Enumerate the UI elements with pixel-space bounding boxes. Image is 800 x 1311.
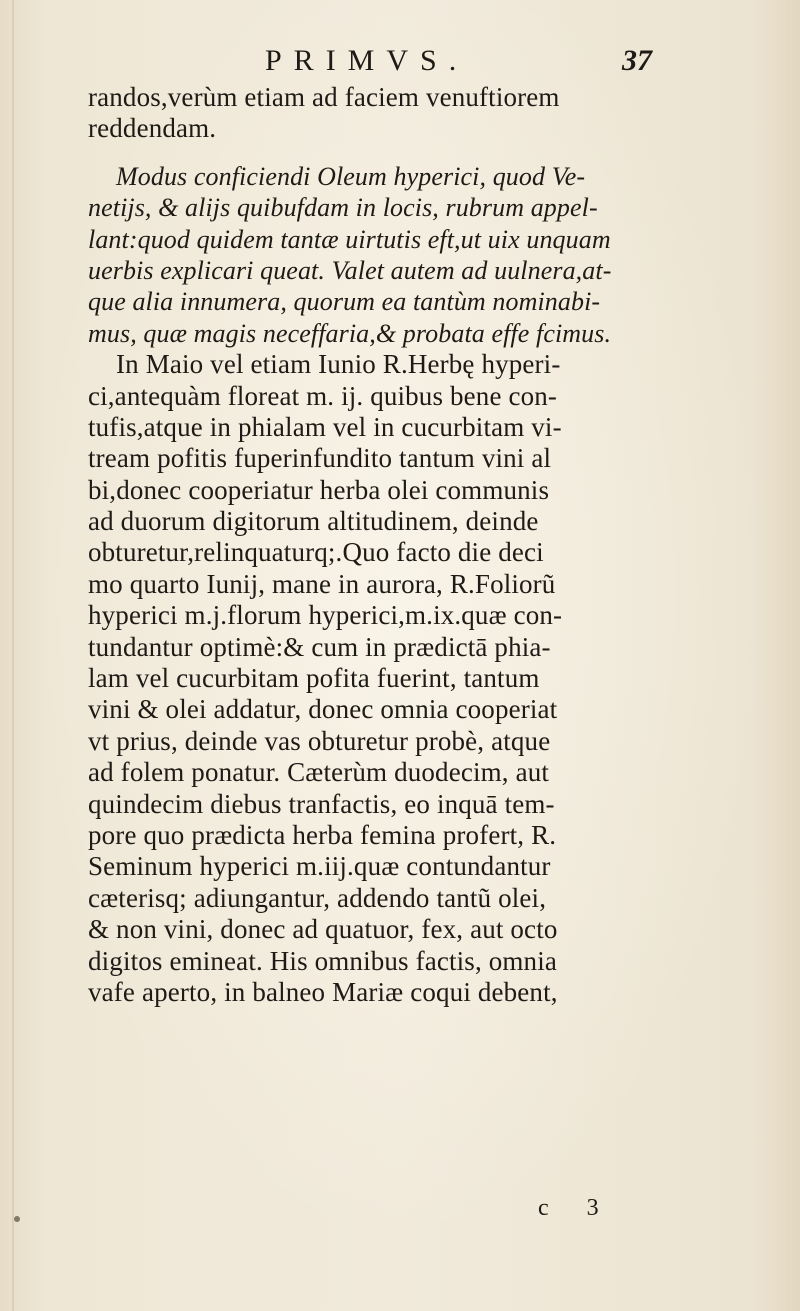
- text-line: quindecim diebus tranfactis, eo inquā tem-: [88, 788, 555, 819]
- text-line: digitos emineat. His omnibus factis, omnia: [88, 945, 557, 976]
- section-heading-line: Modus conficiendi Oleum hyperici, quod Ve-: [116, 161, 586, 191]
- running-head: PRIMVS.: [265, 44, 469, 77]
- text-block: [88, 82, 688, 1008]
- text-line: tream pofitis fuperinfundito tantum vini al: [88, 443, 552, 474]
- text-line: vafe aperto, in balneo Mariæ coqui debent,: [88, 976, 558, 1007]
- text-line: randos,verùm etiam ad faciem venuftiorem: [88, 82, 560, 112]
- text-line: hyperici m.j.florum hyperici,m.ix.quæ con-: [88, 600, 563, 631]
- text-line: ci,antequàm floreat m. ij. quibus bene con-: [88, 380, 558, 411]
- section-heading-line: netijs, & alijs quibufdam in locis, rubrum appel-: [88, 193, 598, 223]
- text-line: reddendam.: [88, 113, 217, 144]
- text-line: tufis,atque in phialam vel in cucurbitam vi-: [88, 411, 562, 442]
- text-line: obturetur,relinquaturq;.Quo facto die deci: [88, 537, 544, 568]
- text-line: ad duorum digitorum altitudinem, deinde: [88, 506, 539, 537]
- text-line: cæterisq; adiungantur, addendo tantũ olei,: [88, 882, 547, 913]
- catchword-signature: c 3: [538, 1195, 615, 1221]
- section-heading-line: mus, quæ magis neceffaria,& probata effe fcimus.: [88, 318, 612, 348]
- text-line: bi,donec cooperiatur herba olei communis: [88, 474, 550, 505]
- section-heading-line: uerbis explicari queat. Valet autem ad uulnera,at-: [88, 255, 612, 285]
- section-heading-line: lant:quod quidem tantæ uirtutis eft,ut uix unquam: [88, 224, 611, 254]
- text-line: lam vel cucurbitam pofita fuerint, tantum: [88, 663, 540, 694]
- text-line: vt prius, deinde vas obturetur probè, atque: [88, 725, 551, 756]
- section-heading-line: que alia innumera, quorum ea tantùm nominabi-: [88, 287, 601, 317]
- text-line: ad folem ponatur. Cæterùm duodecim, aut: [88, 757, 550, 788]
- page-header: [0, 44, 800, 84]
- text-line: mo quarto Iunij, mane in aurora, R.Foliorũ: [88, 568, 556, 599]
- text-line: vini & olei addatur, donec omnia cooperiat: [88, 694, 558, 725]
- text-line: & non vini, donec ad quatuor, fex, aut octo: [88, 914, 558, 945]
- page-number: 37: [622, 44, 652, 77]
- text-line: Seminum hyperici m.iij.quæ contundantur: [88, 851, 551, 882]
- paragraph-gap: [88, 145, 688, 161]
- text-line: pore quo prædicta herba femina profert, R.: [88, 819, 557, 850]
- ink-speck: [14, 1216, 20, 1222]
- text-line: In Maio vel etiam Iunio R.Herbę hyperi-: [116, 349, 561, 380]
- text-line: tundantur optimè:& cum in prædictā phia-: [88, 631, 551, 662]
- page-edge-shadow: [12, 0, 14, 1311]
